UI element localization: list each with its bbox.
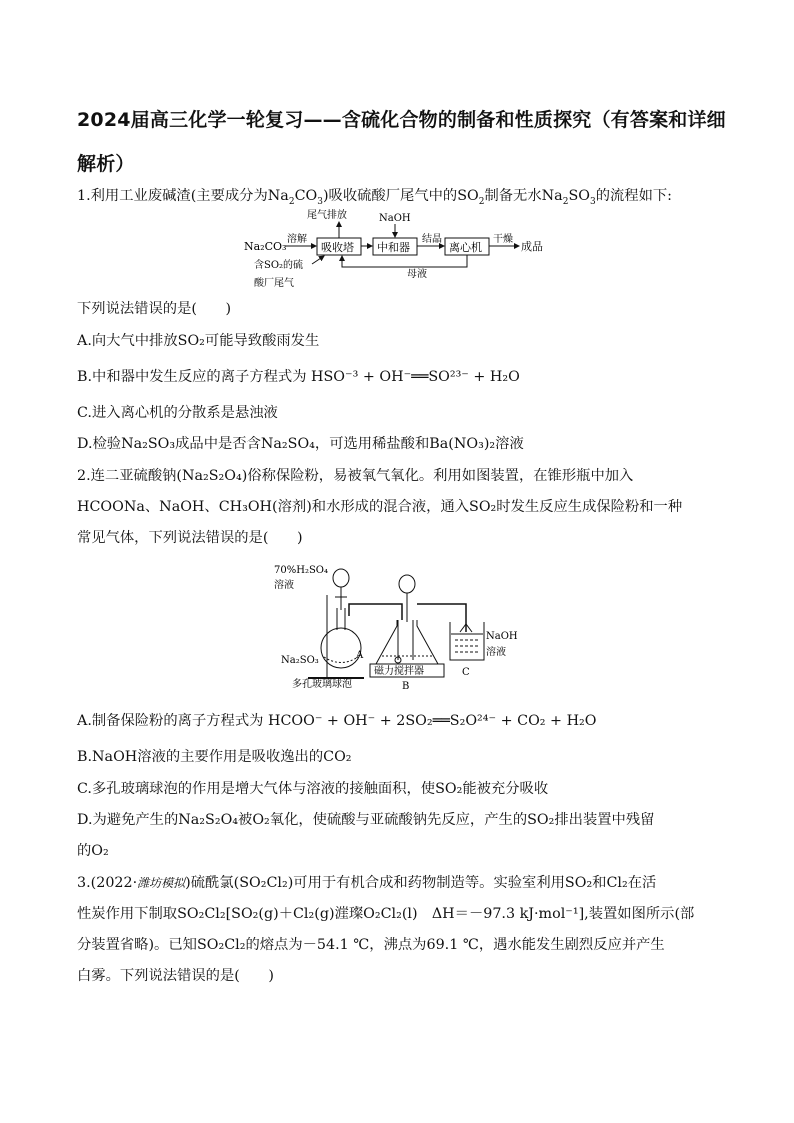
fig-bubbler: 多孔玻璃球泡 [292,679,352,690]
q2-option-b: B.NaOH溶液的主要作用是吸收逸出的CO₂ [77,749,352,765]
q3-stem-line2: 性炭作用下制取SO₂Cl₂[SO₂(g)＋Cl₂(g)漄璨O₂Cl₂(l) ΔH＝－97.3 kJ·mol⁻¹],装置如图所示(部 [77,906,695,922]
flow-tail-out: 尾气排放 [307,210,347,221]
q1-stem-part: 1.利用工业废碱渣(主要成分为Na [77,188,289,204]
q2-option-d-line1: D.为避免产生的Na₂S₂O₄被O₂氧化，使硫酸与亚硫酸钠先反应，产生的SO₂排出装置中残留 [77,812,655,828]
q1-option-d: D.检验Na₂SO₃成品中是否含Na₂SO₄，可选用稀盐酸和Ba(NO₃)₂溶液 [77,436,524,452]
q1-stem-part: SO [568,188,590,204]
fig-label-a: A [356,650,364,661]
q3-stem-line1 [77,873,656,893]
q1-stem-part: CO [294,188,318,204]
q1-stem: 1.利用工业废碱渣(主要成分为$Na_2CO_3$)吸收硫酸厂尾气中的$SO_2$制备无水$Na_2SO_3$的流程如下: [77,188,672,207]
q3-stem-part: 3.(2022· [77,875,138,891]
q1-flow-diagram [240,206,560,292]
flow-gas-in-2: 酸厂尾气 [254,278,294,289]
fig-na2so3: Na₂SO₃ [281,655,319,666]
flow-absorber: 吸收塔 [321,241,354,254]
flow-dissolve: 溶解 [287,234,307,245]
flask-b [376,620,438,664]
flow-neutralizer: 中和器 [377,241,410,254]
flow-dry: 干燥 [493,234,513,245]
q3-stem-line4: 白雾。下列说法错误的是( ) [77,968,275,984]
q2-option-a: A.制备保险粉的离子方程式为 HCOO⁻ + OH⁻ + 2SO₂══S₂O²⁴⁻ + CO₂ + H₂O [77,713,597,729]
q1-stem-part: )吸收硫酸厂尾气中的SO [322,188,479,204]
q1-option-b: B.中和器中发生反应的离子方程式为 HSO⁻³ + OH⁻══SO²³⁻ + H₂O [77,369,520,385]
q2-stem-line1: 2.连二亚硫酸钠(Na₂S₂O₄)俗称保险粉，易被氧气氧化。利用如图装置，在锥形瓶中加入 [77,468,634,484]
q1-option-a: A.向大气中排放SO₂可能导致酸雨发生 [77,333,320,349]
fig-naoh-2: 溶液 [486,647,506,658]
q2-option-c: C.多孔玻璃球泡的作用是增大气体与溶液的接触面积，使SO₂能被充分吸收 [77,781,549,797]
fig-naoh-1: NaOH [486,631,518,642]
q2-apparatus-diagram [270,560,530,692]
q3-stem-line3: 分装置省略)。已知SO₂Cl₂的熔点为－54.1 ℃，沸点为69.1 ℃，遇水能发生剧烈反应并产生 [77,937,665,953]
flow-product: 成品 [521,240,543,253]
q2-stem-line3: 常见气体，下列说法错误的是( ) [77,530,303,546]
q1-ask: 下列说法错误的是( ) [77,301,232,317]
page-title: 2024届高三化学一轮复习——含硫化合物的制备和性质探究（有答案和详细解析） [77,109,726,175]
q3-stem-part: )硫酰氯(SO₂Cl₂)可用于有机合成和药物制造等。实验室利用SO₂和Cl₂在活 [185,875,657,891]
q2-stem-line2: HCOONa、NaOH、CH₃OH(溶剂)和水形成的混合液，通入SO₂时发生反应生成保险粉和一种 [77,499,683,515]
fig-acid-label-2: 溶液 [274,580,294,591]
q2-option-d-line2: 的O₂ [77,843,109,859]
fig-label-c: C [462,667,470,678]
flow-feed: Na₂CO₃ [244,240,287,253]
q3-source: 潍坊模拟 [137,876,186,890]
flow-crystal: 结晶 [422,234,442,245]
beaker-c [450,622,484,660]
fig-acid-label-1: 70%H₂SO₄ [274,565,329,576]
fig-label-b: B [402,681,410,692]
q1-option-c: C.进入离心机的分散系是悬浊液 [77,405,278,421]
flow-mother: 母液 [407,269,427,280]
q1-stem-part: 制备无水Na [484,188,563,204]
flow-gas-in-1: 含SO₂的硫 [254,260,304,271]
fig-stirrer: 磁力搅拌器 [374,666,424,677]
flow-centrifuge: 离心机 [449,241,482,254]
q1-stem-part: 的流程如下: [595,188,672,204]
flow-naoh: NaOH [379,213,411,224]
